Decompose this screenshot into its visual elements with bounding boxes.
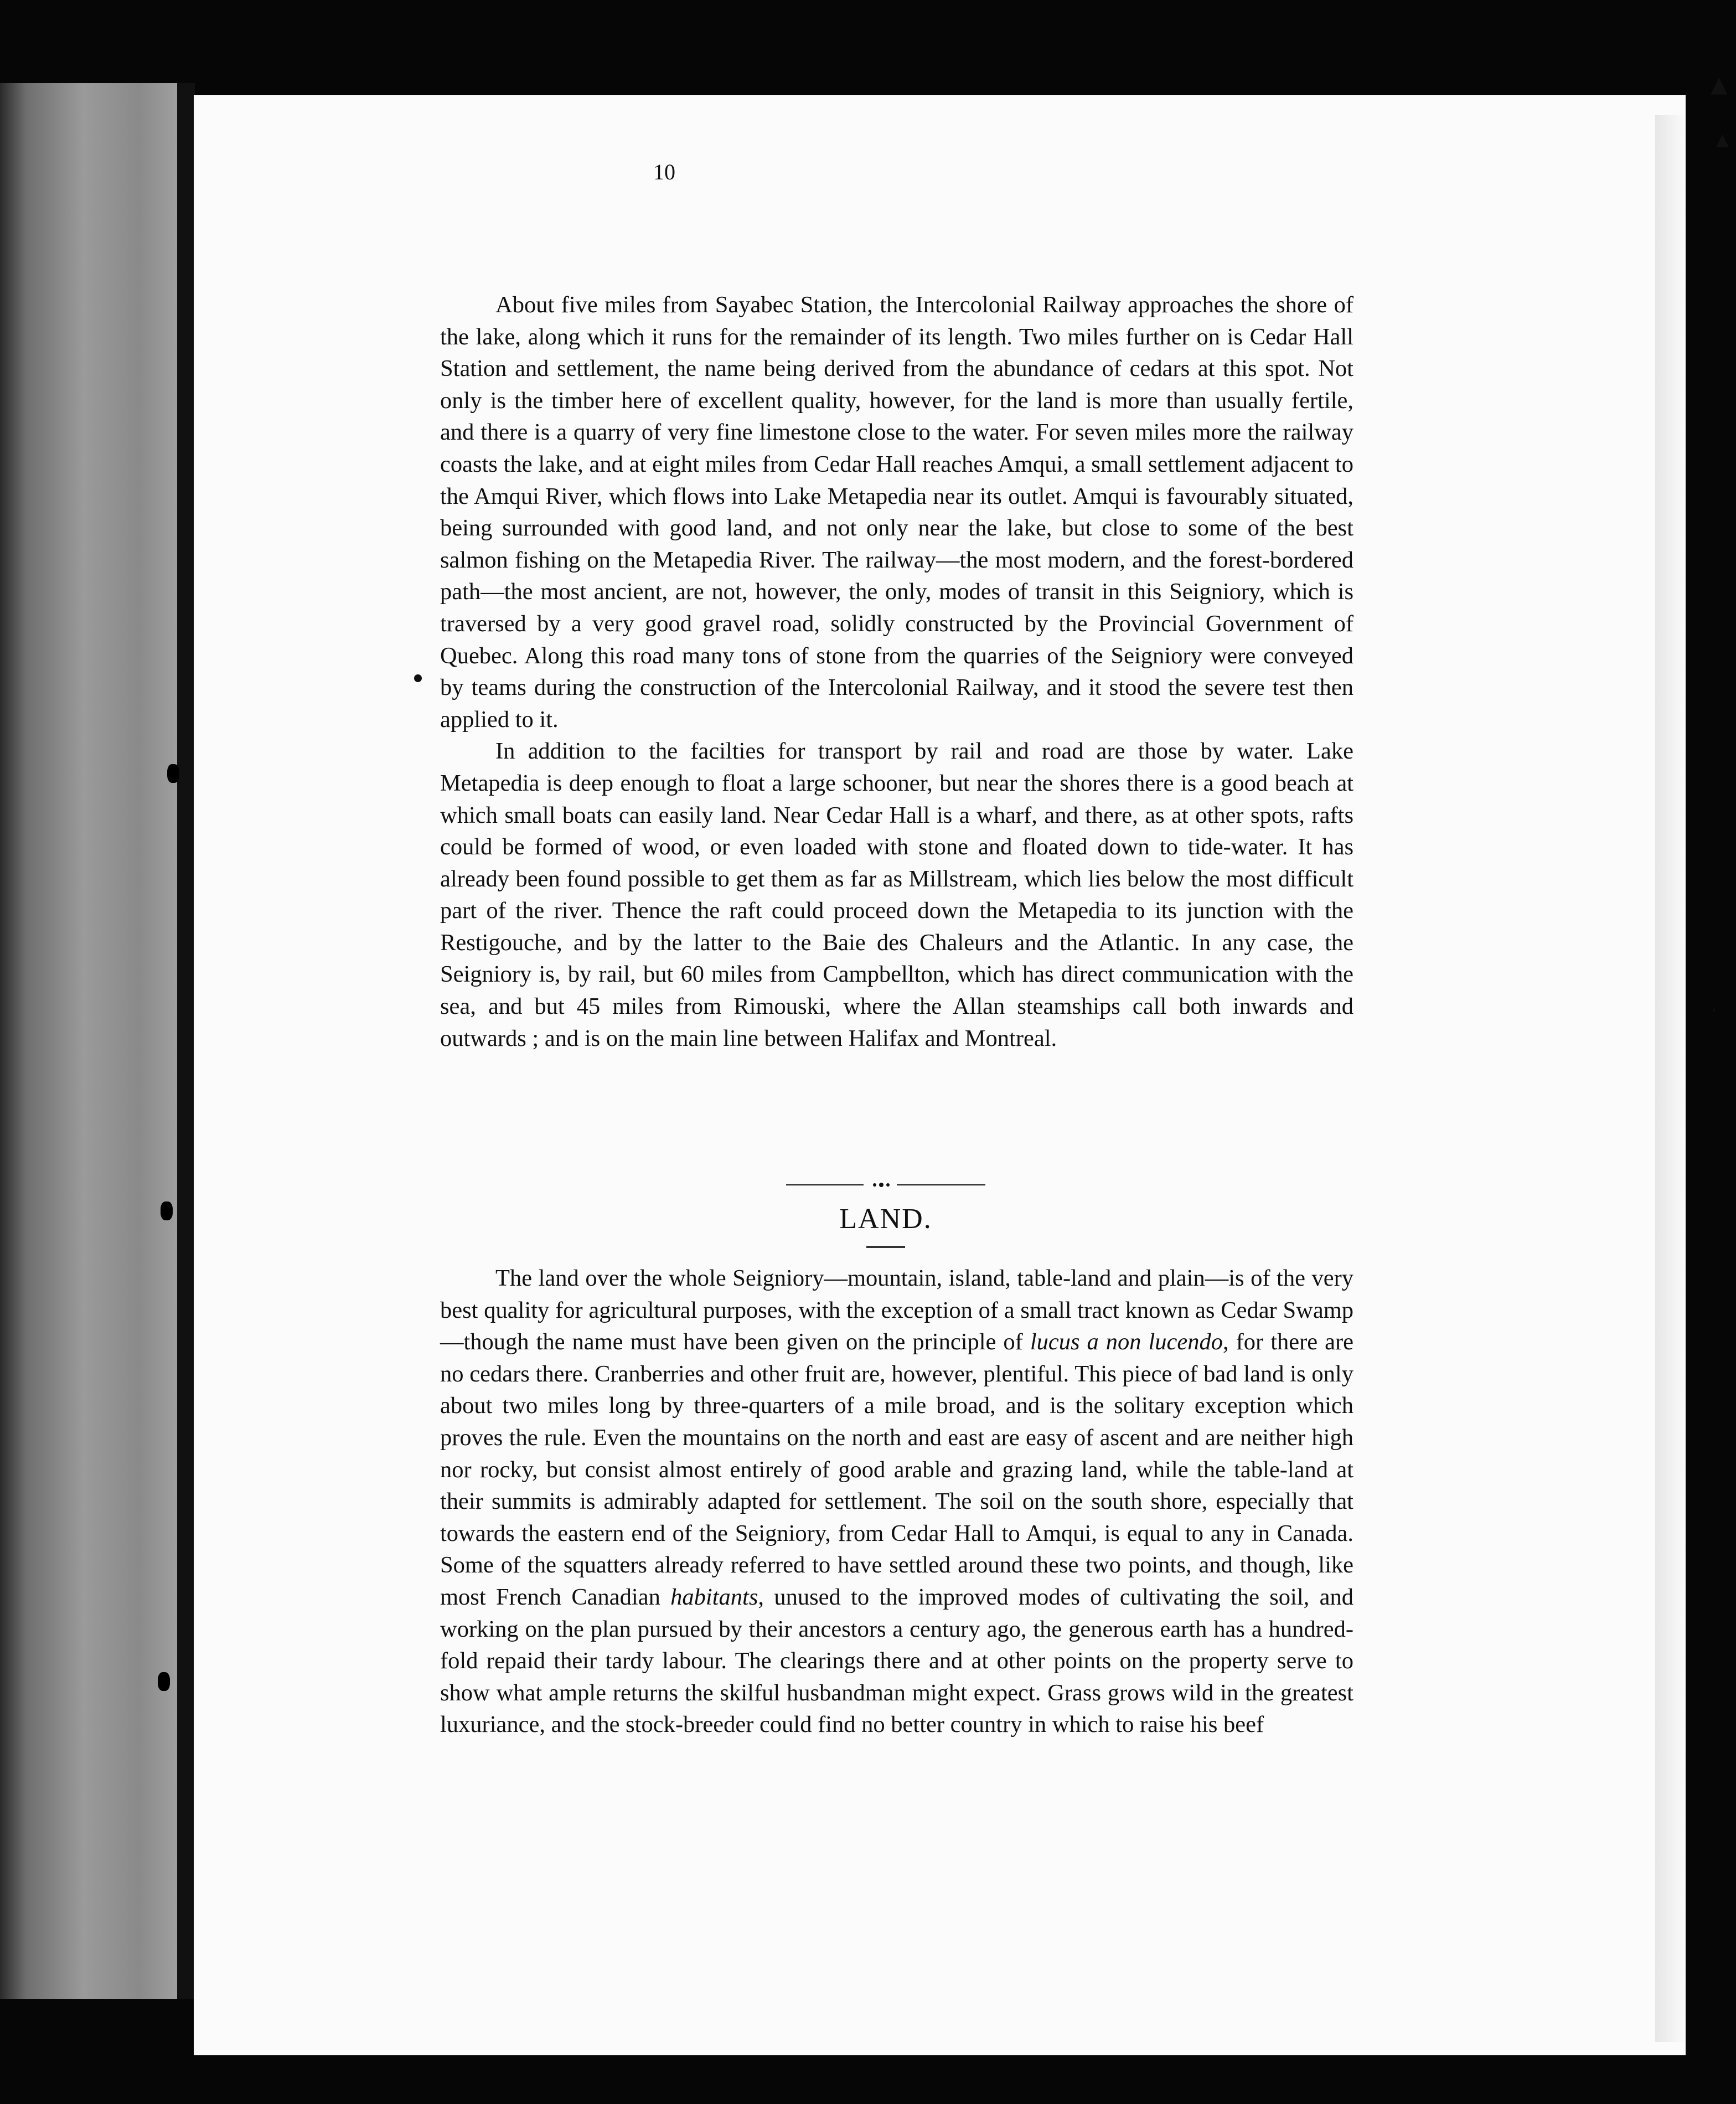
paragraph: About five miles from Sayabec Station, the Intercolonial Railway approaches the shore of the lake, along which it runs for the remainder of its length. Two miles further on is Cedar Hall Station and settlement, the name being derived from the abundance of cedars at this spot. Not only is the timber here of excellent quality, however, for the land is more than usually fertile, and there is a quarry of very fine limestone close to the water. For seven miles more the railway coasts the lake, and at eight miles from Cedar Hall reaches Amqui, a small settlement adjacent to the Amqui River, which flows into Lake Metapedia near its outlet. Amqui is favourably situated, being surrounded with good land, and not only near the lake, but close to some of the best salmon fishing on the Metapedia River. The railway—the most modern, and the forest-bordered path—the most ancient, are not, however, the only, modes of transit in this Seigniory, which is traversed by a very good gravel road, solidly constructed by the Provincial Government of Quebec. Along this road many tons of stone from the quarries of the Seigniory were conveyed by teams during the construction of the Intercolonial Railway, and it stood the severe test then applied to it. [440, 292, 1353, 733]
page-number: 10 [653, 159, 675, 184]
paragraph-text: The land over the whole Seigniory—mountain, island, table-land and plain—is of the very best quality for agricultural purposes, with the exception of a small tract known as Cedar Swamp—though the name must have been given on the principle of [440, 1265, 1353, 1355]
margin-mark: ▲ [1716, 130, 1729, 149]
binding-edge [177, 83, 195, 1999]
body-text-top [440, 289, 1353, 1054]
italic-phrase: habitants [670, 1584, 758, 1610]
italic-phrase: lucus a non lucendo [1030, 1329, 1223, 1355]
paragraph: In addition to the facilties for transport by rail and road are those by water. Lake Metapedia is deep enough to float a large schooner, but near the shores there is a good beach at which small boats can easily land. Near Cedar Hall is a wharf, and there, as at other spots, rafts could be formed of wood, or even loaded with stone and floated down to tide-water. It has already been found possible to get them as far as Millstream, which lies below the most difficult part of the river. Thence the raft could proceed down the Metapedia to its junction with the Restigouche, and by the latter to the Baie des Chaleurs and the Atlantic. In any case, the Seigniory is, by rail, but 60 miles from Campbellton, which has direct communication with the sea, and but 45 miles from Rimouski, where the Allan steamships call both inwards and outwards ; and is on the main line between Halifax and Montreal. [440, 738, 1353, 1051]
body-text-land [440, 1262, 1353, 1741]
paragraph-text: , unused to the improved modes of cultivating the soil, and working on the plan pursued by their ancestors a century ago, the generous earth has a hundred-fold repaid their tardy labour. The clearings there and at other points on the property serve to show what ample returns the skilful husbandman might expect. Grass grows wild in the greatest luxuriance, and the stock-breeder could find no better country in which to raise his beef [440, 1584, 1353, 1738]
section-heading: LAND. [839, 1203, 932, 1235]
section-ornament [786, 1179, 985, 1190]
binding-ring [158, 1672, 170, 1691]
heading-rule [866, 1246, 905, 1248]
facing-page-strip [0, 83, 185, 1999]
paragraph-text: , for there are no cedars there. Cranberries and other fruit are, however, plentiful. This piece of bad land is only about two miles long by three-quarters of a mile broad, and is the solitary exception which proves the rule. Even the mountains on the north and east are easy of ascent and are neither high nor rocky, but consist almost entirely of good arable and grazing land, while the table-land at their summits is admirably adapted for settlement. The soil on the south shore, especially that towards the eastern end of the Seigniory, from Cedar Hall to Amqui, is equal to any in Canada. Some of the squatters already referred to have settled around these two points, and though, like most French Canadian [440, 1329, 1353, 1610]
page-edge-shadow [1655, 115, 1684, 2042]
margin-bullet [414, 674, 422, 682]
margin-mark: ▲ [1711, 72, 1728, 97]
binding-ring [167, 764, 179, 783]
binding-ring [161, 1201, 173, 1220]
margin-mark: ʻ [1712, 1005, 1717, 1023]
paragraph [440, 1262, 1353, 1741]
